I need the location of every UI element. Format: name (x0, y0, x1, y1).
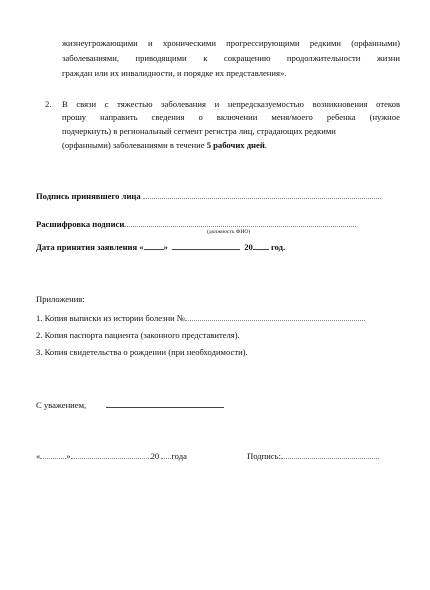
attachment-item-2: 2. Копия паспорта пациента (законного представителя). (36, 330, 240, 340)
footer-signature-label: Подпись: (247, 451, 281, 461)
footer-date-row (36, 450, 187, 462)
acceptance-year-field[interactable] (253, 241, 269, 250)
intro-line-2: заболеваниями, приводящими к сокращению продолжительности жизни (62, 53, 400, 63)
attachment-item-1-label: 1. Копия выписки из истории болезни № (36, 313, 186, 323)
intro-line-3: граждан или их инвалидности, и порядке их представления». (62, 68, 287, 78)
footer-year-prefix: 20 (150, 451, 160, 461)
deadline-bold: 5 рабочих дней (206, 140, 265, 150)
footer-signature-row (247, 450, 379, 462)
item2-number: 2. (45, 99, 52, 109)
acceptance-day-field[interactable] (144, 241, 164, 250)
acceptance-year-prefix: 20 (244, 242, 253, 252)
regards-row (36, 399, 224, 411)
item2-line-4 (62, 140, 267, 151)
footer-year-field[interactable] (161, 450, 171, 459)
footer-day-field[interactable] (40, 450, 66, 459)
intro-line-1: жизнеугрожающими и хроническими прогрессирующими редкими (орфанными) (62, 38, 400, 48)
position-name-hint: (должность ФИО) (207, 229, 251, 235)
acceptance-year-suffix: год. (270, 242, 286, 252)
receiver-signature-field[interactable] (143, 190, 381, 199)
item2-line-2: прошу направить сведения о включении меня/моего ребенка (нужное (62, 112, 400, 122)
decryption-row (36, 218, 356, 230)
receiver-signature-row (36, 190, 381, 202)
item2-line-4-end: . (264, 140, 267, 150)
attachment-item-1 (36, 312, 365, 324)
attachment-item-3: 3. Копия свидетельства о рождении (при необходимости). (36, 347, 248, 357)
item2-line-3: подчеркнуть) в региональный сегмент регистра лиц, страдающих редкими (62, 126, 336, 136)
footer-signature-field[interactable] (281, 450, 379, 459)
acceptance-date-label: Дата принятия заявления « (36, 242, 144, 252)
footer-close-quote: » (66, 451, 71, 461)
footer-year-suffix: года (171, 451, 187, 461)
acceptance-date-close-quote: » (163, 242, 168, 252)
attachments-title: Приложения: (36, 294, 85, 304)
receiver-signature-label: Подпись принявшего лица (36, 191, 141, 201)
acceptance-month-field[interactable] (172, 241, 240, 250)
item2-line-4-text: (орфанными) заболеваниями в течение (62, 140, 207, 150)
regards-signature-field[interactable] (106, 399, 224, 408)
footer-month-field[interactable] (71, 450, 151, 459)
medical-record-number-field[interactable] (185, 312, 365, 321)
decryption-label: Расшифровка подписи (36, 219, 125, 229)
acceptance-date-row (36, 241, 285, 253)
decryption-field[interactable] (124, 218, 356, 227)
footer-open-quote: « (36, 451, 41, 461)
regards-label: С уважением, (36, 400, 87, 410)
item2-line-1: В связи с тяжестью заболевания и непредсказуемостью возникновения отеков (62, 99, 400, 109)
